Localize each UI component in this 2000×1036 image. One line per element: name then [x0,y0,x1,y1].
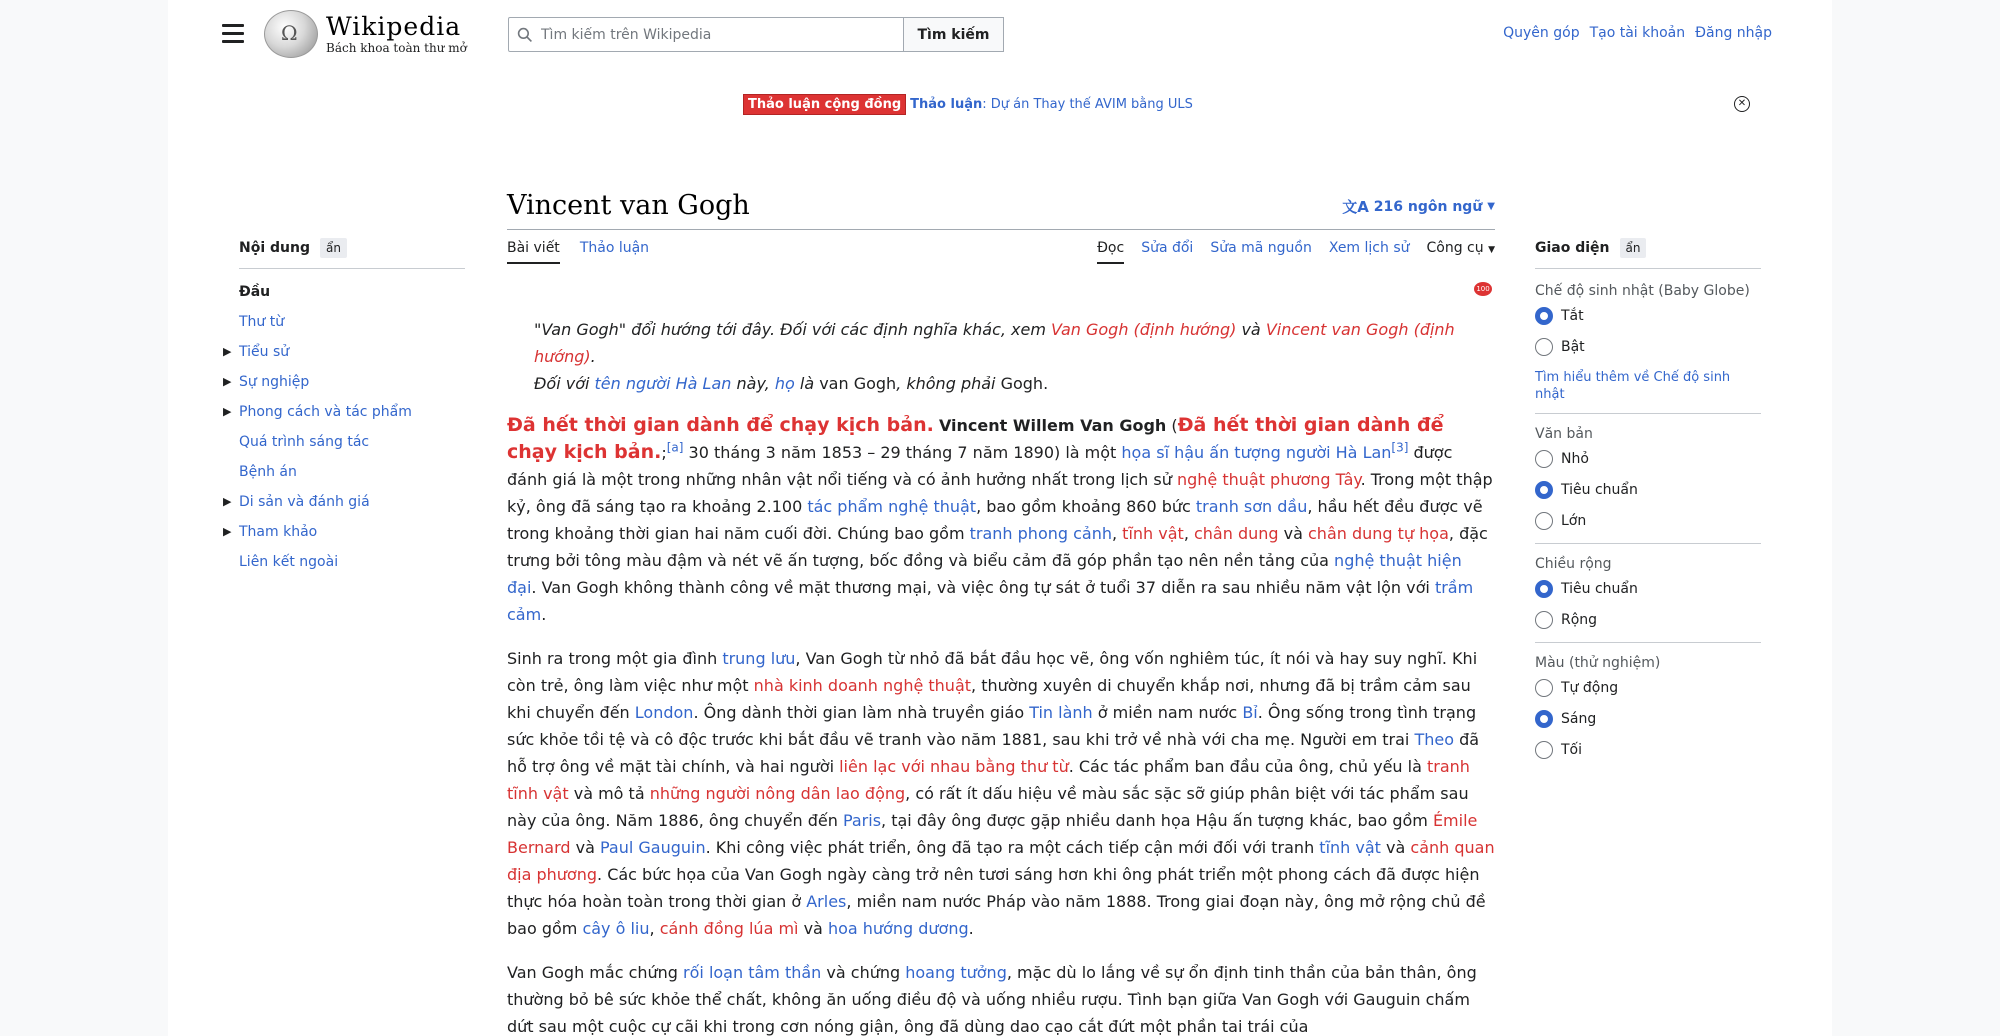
language-count: 216 ngôn ngữ [1373,198,1483,215]
radio-icon [1535,338,1553,356]
text: . Các tác phẩm ban đầu của ông, chủ yếu là [1068,757,1427,776]
toc-item-label[interactable]: Di sản và đánh giá [239,494,370,510]
search-button[interactable]: Tìm kiếm [904,17,1004,52]
script-error: Đã hết thời gian dành để chạy kịch bản. [507,414,934,436]
text: , miền nam nước Pháp vào năm 1888. Trong giai đoạn này, ông mở rộng chủ đề bao gồm [507,892,1486,938]
search-box [508,17,904,52]
color-heading: Màu (thử nghiệm) [1535,655,1661,671]
discussion-link[interactable]: Thảo luận [910,97,983,112]
radio-text-standard[interactable] [1535,481,1761,499]
radio-width-wide[interactable] [1535,611,1761,629]
featured-article-icon[interactable]: 100 [1474,282,1492,296]
tools-label: Công cụ [1426,240,1484,256]
footnote-link[interactable]: [a] [666,440,684,455]
toc-item[interactable] [223,397,465,427]
wiki-link[interactable]: trung lưu [722,649,796,668]
radio-text-small[interactable] [1535,450,1761,468]
appearance-panel [1535,238,1761,772]
hatnote-text: , không phải [896,374,1001,393]
hatnote-text: . [590,347,596,366]
text: , thường xuyên di chuyển khắp nơi, nhưng đã bị trầm cảm sau khi chuyển đến [507,676,1471,722]
view-tabs [1097,240,1495,264]
wiki-link[interactable]: Theo [1414,730,1454,749]
toc-item-label[interactable]: Tiểu sử [239,344,290,360]
radio-color-light[interactable] [1535,710,1761,728]
radio-label: Tắt [1561,308,1584,324]
site-notice [743,94,1193,115]
hatnote-link[interactable]: tên người Hà Lan [594,374,732,393]
text: . Khi công việc phát triển, ông đã tạo ra một cách tiếp cận mới đối với tranh [705,838,1320,857]
text: Van Gogh mắc chứng [507,963,684,982]
text: và [1380,838,1411,857]
wiki-link[interactable]: rối loạn tâm thần [683,963,822,982]
chevron-right-icon[interactable]: ▶ [223,375,232,388]
toc-item[interactable] [223,337,465,367]
radio-label: Tiêu chuẩn [1561,482,1638,498]
article-body [507,316,1495,1036]
text: . [541,605,547,624]
text: . [968,919,974,938]
wordmark-title: Wikipedia [326,12,462,41]
text: đã hỗ trợ ông về mặt tài chính, và hai người [507,730,1480,776]
lead-paragraph [507,412,1495,628]
wiki-link[interactable]: London [634,703,694,722]
page [168,0,1832,1036]
text: và mô tả [568,784,650,803]
toc-item[interactable] [239,277,465,307]
radio-label: Tối [1561,742,1583,758]
wiki-link[interactable]: tranh sơn dầu [1195,497,1308,516]
wiki-link[interactable]: tranh tĩnh vật [507,757,1470,803]
text-size-heading: Văn bản [1535,426,1593,442]
text: . Các bức họa của Van Gogh ngày càng trở nên tươi sáng hơn khi ông phát triển một phong cách đã được hiện thực hóa hoàn toàn trong thời gian ở [507,865,1480,911]
toc-item[interactable] [239,457,465,487]
paragraph [507,959,1495,1036]
wiki-link[interactable]: Bỉ [1242,703,1258,722]
paragraph [507,645,1495,942]
toc-item-label[interactable]: Quá trình sáng tác [239,434,370,450]
text: . Ông dành thời gian làm nhà truyền giáo [693,703,1030,722]
radio-width-standard[interactable] [1535,580,1761,598]
wiki-link[interactable]: cảnh quan địa phương [507,838,1495,884]
radio-icon [1535,679,1553,697]
script-error: Đã hết thời gian dành để chạy kịch bản. [507,414,1444,463]
hatnote-text: "Van Gogh" đổi hướng tới đây. Đối với các định nghĩa khác, xem [534,320,1052,339]
text: , mặc dù lo lắng về sự ổn định tinh thần của bản thân, ông thường bỏ bê sức khỏe thể chất, không ăn uống điều độ và uống nhiều rượu. Tình bạn giữa Van Gogh với Gauguin chấm dứt sau một cuộc cự cãi khi trong cơn nóng giận, ông đã dùng dao cạo cắt đứt một phần tai trái của [507,963,1477,1036]
wiki-link[interactable]: họa sĩ hậu ấn tượng người Hà Lan [1121,443,1392,462]
toc-item-label[interactable]: Phong cách và tác phẩm [239,404,412,420]
search-form [508,17,1004,52]
wiki-link[interactable]: chân dung [1193,524,1279,543]
text: , [1112,524,1123,543]
create-account-link[interactable]: Tạo tài khoản [1589,25,1686,41]
tab-article[interactable]: Bài viết [507,240,560,264]
hatnote-text: là [794,374,820,393]
toc-item-label[interactable]: Sự nghiệp [239,374,310,390]
radio-birthday-on[interactable] [1535,338,1761,356]
toc-item[interactable] [223,487,465,517]
hatnote-text: Đối với [534,374,595,393]
hatnote-link[interactable]: họ [774,374,795,393]
hatnote-text: van Gogh [819,374,897,393]
wiki-link[interactable]: Paul Gauguin [599,838,706,857]
radio-icon [1535,611,1553,629]
radio-label: Bật [1561,339,1585,355]
wiki-link[interactable]: tĩnh vật [1319,838,1381,857]
main-menu-icon[interactable] [222,24,244,44]
radio-label: Nhỏ [1561,451,1589,467]
chevron-down-icon: ▼ [1487,201,1495,212]
wiki-link[interactable]: trầm cảm [507,578,1474,624]
hatnote-link[interactable]: Vincent van Gogh (định hướng) [534,320,1455,366]
toc-item[interactable] [239,427,465,457]
close-notice-icon[interactable]: ✕ [1734,96,1750,112]
text: , đặc trưng bởi tông màu đậm và nét vẽ ấn tượng, bốc đồng và biểu cảm đã góp phần tạo nên nền tảng của [507,524,1488,570]
text: Sinh ra trong một gia đình [507,649,723,668]
tab-edit[interactable]: Sửa đổi [1141,240,1194,256]
radio-color-dark[interactable] [1535,741,1761,759]
text: được đánh giá là một trong những nhân vật nổi tiếng và có ảnh hưởng nhất trong lịch sử [507,443,1453,489]
text: và [570,838,600,857]
tools-menu[interactable] [1427,240,1496,264]
wiki-link[interactable]: hoa hướng dương [827,919,969,938]
chevron-right-icon[interactable]: ▶ [223,405,232,418]
title-bar [507,186,1495,230]
discussion-topic-link[interactable]: : Dự án Thay thế AVIM bằng ULS [982,97,1193,112]
wiki-link[interactable]: những người nông dân lao động [649,784,906,803]
tab-edit-source[interactable]: Sửa mã nguồn [1210,240,1312,256]
tab-read[interactable]: Đọc [1097,240,1124,264]
text: , [1183,524,1194,543]
toc-item[interactable] [223,367,465,397]
wiki-link[interactable]: Paris [842,811,882,830]
wiki-link[interactable]: cánh đồng lúa mì [659,919,799,938]
radio-label: Tiêu chuẩn [1561,581,1638,597]
text: ; [661,443,667,462]
toc-item[interactable] [223,517,465,547]
toc-item-label[interactable]: Tham khảo [239,524,318,540]
tab-history[interactable]: Xem lịch sử [1328,240,1410,256]
toc-item-label[interactable]: Liên kết ngoài [239,554,339,570]
wiki-link[interactable]: tranh phong cảnh [969,524,1112,543]
text: . Van Gogh không thành công về mặt thương mại, và việc ông tự sát ở tuổi 37 diễn ra sau nhiều năm vật lộn với [531,578,1435,597]
wiki-link[interactable]: Émile Bernard [507,811,1478,857]
radio-selected-icon [1535,481,1553,499]
wiki-link[interactable]: nhà kinh doanh nghệ thuật [753,676,972,695]
wiki-link[interactable]: liên lạc với nhau bằng thư từ [839,757,1069,776]
hatnote [507,370,1495,397]
radio-selected-icon [1535,580,1553,598]
toc-item-label[interactable]: Đầu [239,284,271,300]
radio-label: Lớn [1561,513,1587,529]
chevron-right-icon[interactable]: ▶ [223,525,232,538]
user-links [1503,25,1772,41]
translate-icon: 文A [1342,198,1369,216]
hatnote-text: . [1043,374,1049,393]
birthday-learn-more-link[interactable]: Tìm hiểu thêm về Chế độ sinh nhật [1535,370,1731,402]
birthday-mode-heading: Chế độ sinh nhật (Baby Globe) [1535,283,1750,299]
radio-selected-icon [1535,710,1553,728]
community-badge: Thảo luận cộng đồng [743,94,906,115]
wikipedia-logo[interactable] [264,10,467,58]
radio-color-auto[interactable] [1535,679,1761,697]
text: , [649,919,660,938]
text: . Trong một thập kỷ, ông đã sáng tạo ra khoảng 2.100 [507,470,1493,516]
wiki-link[interactable]: tác phẩm nghệ thuật [807,497,977,516]
radio-label: Tự động [1561,680,1619,696]
chevron-right-icon[interactable]: ▶ [223,345,232,358]
hatnote-link[interactable]: Van Gogh (định hướng) [1051,320,1237,339]
namespace-tabs [507,240,649,264]
wiki-link[interactable]: Tin lành [1029,703,1093,722]
wiki-link[interactable]: cây ô liu [582,919,650,938]
wiki-link[interactable]: hoang tưởng [905,963,1007,982]
radio-icon [1535,450,1553,468]
page-title: Vincent van Gogh [507,190,750,221]
toc-item[interactable] [239,307,465,337]
toc-hide-button[interactable]: ẩn [320,238,347,258]
donate-link[interactable]: Quyên góp [1503,25,1580,41]
text: , Van Gogh từ nhỏ đã bắt đầu học vẽ, ông vốn nghiêm túc, ít nói và hay suy nghĩ. Khi còn trẻ, ông làm việc như một [507,649,1478,695]
text: và [1278,524,1308,543]
width-heading: Chiều rộng [1535,556,1612,572]
text: 30 tháng 3 năm 1853 – 29 tháng 7 năm 1890) là một [683,443,1122,462]
subject-name: Vincent Willem Van Gogh [938,416,1167,435]
toc-item-label[interactable]: Bệnh án [239,464,297,480]
radio-label: Rộng [1561,612,1598,628]
text: và chứng [821,963,906,982]
search-icon [517,27,533,43]
wiki-link[interactable]: Arles [806,892,847,911]
appearance-hide-button[interactable]: ẩn [1620,238,1647,258]
wiki-link[interactable]: tĩnh vật [1122,524,1184,543]
toc-heading: Nội dung [239,240,310,256]
login-link[interactable]: Đăng nhập [1695,25,1772,41]
hatnote [507,316,1495,370]
tab-talk[interactable]: Thảo luận [579,240,650,256]
text: , hầu hết đều được vẽ trong khoảng thời gian hai năm cuối đời. Chúng bao gồm [507,497,1483,543]
wikipedia-globe-icon [264,10,318,58]
radio-label: Sáng [1561,711,1597,727]
wiki-link[interactable]: chân dung tự họa [1308,524,1449,543]
text: ở miền nam nước [1092,703,1243,722]
chevron-right-icon[interactable]: ▶ [223,495,232,508]
text: , có rất ít dấu hiệu về màu sắc sặc sỡ giúp phân biệt với tác phẩm sau này của ông. Năm 1886, ông chuyển đến [507,784,1469,830]
hatnote-text: này, [731,374,775,393]
text: . Ông sống trong tình trạng sức khỏe tồi tệ và cô độc trước khi bắt đầu vẽ tranh vào năm 1881, sau khi trở về nhà với cha mẹ. Người em trai [507,703,1477,749]
radio-birthday-off[interactable] [1535,307,1761,325]
text: ( [1166,416,1178,435]
wordmark-tagline: Bách khoa toàn thư mở [326,41,467,55]
radio-selected-icon [1535,307,1553,325]
radio-icon [1535,741,1553,759]
search-input[interactable] [541,27,881,43]
language-button[interactable] [1342,196,1495,217]
hatnote-text: và [1236,320,1266,339]
footnote-link[interactable]: [3] [1391,440,1409,455]
toc-item-label[interactable]: Thư từ [239,314,285,330]
chevron-down-icon: ▼ [1488,245,1495,255]
text: , bao gồm khoảng 860 bức [976,497,1196,516]
radio-text-large[interactable] [1535,512,1761,530]
text: , tại đây ông được gặp nhiều danh họa Hậu ấn tượng khác, bao gồm [881,811,1433,830]
text: và [798,919,828,938]
wiki-link[interactable]: nghệ thuật hiện đại [507,551,1462,597]
appearance-heading: Giao diện [1535,240,1610,256]
radio-icon [1535,512,1553,530]
hatnote-text: Gogh [1000,374,1044,393]
toc-item[interactable] [239,547,465,577]
wiki-link[interactable]: nghệ thuật phương Tây [1176,470,1361,489]
table-of-contents [223,238,465,577]
